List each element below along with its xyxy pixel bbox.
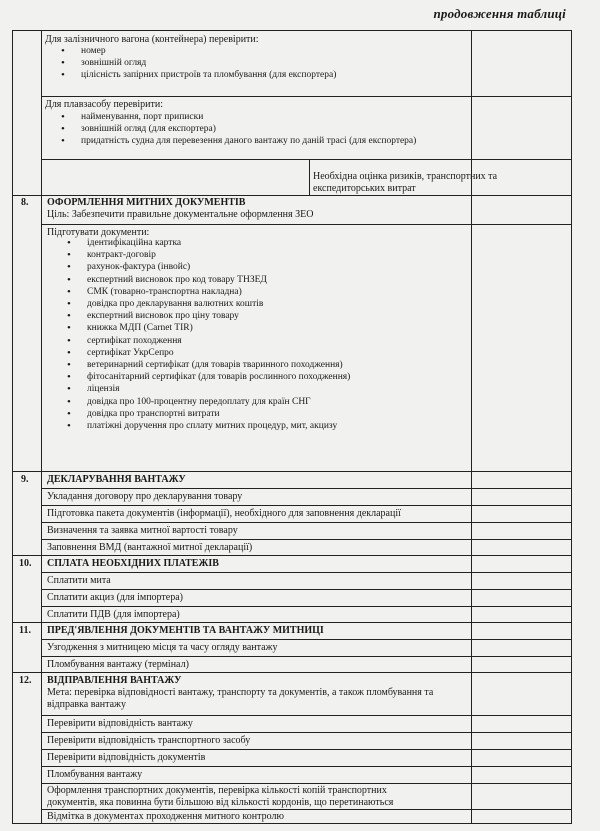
table-row: Перевірити відповідність документів (47, 752, 206, 763)
risk-assessment-note: Необхідна оцінка ризиків, транспортних та експедиторських витрат (313, 171, 498, 194)
section-11-number: 11. (19, 625, 31, 636)
table-row: Перевірити відповідність транспортного засобу (47, 735, 251, 746)
list-item: • книжка МДП (Carnet TIR) (63, 322, 350, 334)
list-item: • фітосанітарний сертифікат (для товарів рослинного походження) (63, 371, 350, 383)
section-8-document-list (63, 237, 350, 432)
row-divider (41, 572, 571, 573)
wagon-check-list (57, 45, 336, 82)
row-divider (41, 488, 571, 489)
right-column-divider (471, 31, 472, 823)
list-item: • ветеринарний сертифікат (для товарів тваринного походження) (63, 359, 350, 371)
row-divider (41, 783, 571, 784)
row-divider (41, 809, 571, 810)
section-10-title: СПЛАТА НЕОБХІДНИХ ПЛАТЕЖІВ (47, 558, 219, 569)
row-divider (41, 732, 571, 733)
row-divider (41, 96, 571, 97)
section-divider (13, 471, 571, 472)
section-divider (13, 672, 571, 673)
list-item: • придатність судна для перевезення даного вантажу по даній трасі (для експортера) (57, 135, 416, 147)
section-12-goal: Мета: перевірка відповідності вантажу, транспорту та документів, а також пломбування та відправка вантажу (47, 687, 434, 710)
section-9-number: 9. (21, 474, 29, 485)
list-item: • найменування, порт приписки (57, 111, 416, 123)
risk-cell-divider (309, 159, 310, 195)
row-divider (41, 749, 571, 750)
list-item: • довідка про 100-процентну передоплату для країн СНГ (63, 396, 350, 408)
row-divider (41, 589, 571, 590)
row-divider (41, 159, 571, 160)
table-row: Сплатити мита (47, 575, 111, 586)
table-row: Пломбування вантажу (47, 769, 143, 780)
row-divider (41, 522, 571, 523)
table-row: Укладання договору про декларування товару (47, 491, 243, 502)
table-row: Узгодження з митницею місця та часу огляду вантажу (47, 642, 278, 653)
list-item: • сертифікат УкрСепро (63, 347, 350, 359)
vessel-check-list (57, 111, 416, 148)
table-row: Заповнення ВМД (вантажної митної декларації) (47, 542, 253, 553)
section-9-title: ДЕКЛАРУВАННЯ ВАНТАЖУ (47, 474, 186, 485)
row-divider (41, 606, 571, 607)
section-8-number: 8. (21, 197, 29, 208)
row-divider (41, 715, 571, 716)
list-item: • рахунок-фактура (інвойс) (63, 261, 350, 273)
list-item: • сертифікат походження (63, 335, 350, 347)
table-row: Визначення та заявка митної вартості товару (47, 525, 238, 536)
table-row: Оформлення транспортних документів, перевірка кількості копій транспортних документів, яка повинна бути більшою від кількості кордонів, що перетинаються (47, 785, 394, 808)
table-row: Перевірити відповідність вантажу (47, 718, 193, 729)
number-column-divider (41, 31, 42, 823)
table-row: Відмітка в документах проходження митного контролю (47, 811, 284, 822)
list-item: • експертний висновок про код товару ТНЗЕД (63, 274, 350, 286)
table-row: Сплатити акциз (для імпортера) (47, 592, 183, 603)
row-divider (41, 505, 571, 506)
list-item: • контракт-договір (63, 249, 350, 261)
list-item: • експертний висновок про ціну товару (63, 310, 350, 322)
section-12-number: 12. (19, 675, 32, 686)
vessel-check-title: Для плавзасобу перевірити: (45, 99, 164, 110)
list-item: • зовнішній огляд (57, 57, 336, 69)
row-divider (41, 639, 571, 640)
table-row: Підготовка пакета документів (інформації), необхідного для заповнення декларації (47, 508, 401, 519)
list-item: • СМК (товарно-транспортна накладна) (63, 286, 350, 298)
section-divider (13, 555, 571, 556)
section-divider (13, 622, 571, 623)
wagon-check-title: Для залізничного вагона (контейнера) перевірити: (45, 34, 259, 45)
list-item: • довідка про транспортні витрати (63, 408, 350, 420)
list-item: • платіжні доручення про сплату митних процедур, мит, акцизу (63, 420, 350, 432)
list-item: • довідка про декларування валютних коштів (63, 298, 350, 310)
list-item: • ліцензія (63, 383, 350, 395)
table-continuation-caption: продовження таблиці (433, 6, 566, 21)
list-item: • ідентифікаційна картка (63, 237, 350, 249)
row-divider (41, 656, 571, 657)
list-item: • зовнішній огляд (для експортера) (57, 123, 416, 135)
list-item: • номер (57, 45, 336, 57)
process-table (12, 30, 572, 824)
list-item: • цілісність запірних пристроїв та пломбування (для експортера) (57, 69, 336, 81)
section-12-title: ВІДПРАВЛЕННЯ ВАНТАЖУ (47, 675, 182, 686)
section-11-title: ПРЕД'ЯВЛЕННЯ ДОКУМЕНТІВ ТА ВАНТАЖУ МИТНИЦІ (47, 625, 324, 636)
section-divider (13, 195, 571, 196)
section-8-prepare-label: Підготувати документи: (47, 227, 150, 238)
section-8-title: ОФОРМЛЕННЯ МИТНИХ ДОКУМЕНТІВ (47, 197, 246, 208)
row-divider (41, 224, 571, 225)
table-row: Сплатити ПДВ (для імпортера) (47, 609, 180, 620)
table-row: Пломбування вантажу (термінал) (47, 659, 189, 670)
section-8-goal: Ціль: Забезпечити правильне документальне оформлення ЗЕО (47, 209, 314, 220)
section-10-number: 10. (19, 558, 32, 569)
row-divider (41, 766, 571, 767)
row-divider (41, 539, 571, 540)
